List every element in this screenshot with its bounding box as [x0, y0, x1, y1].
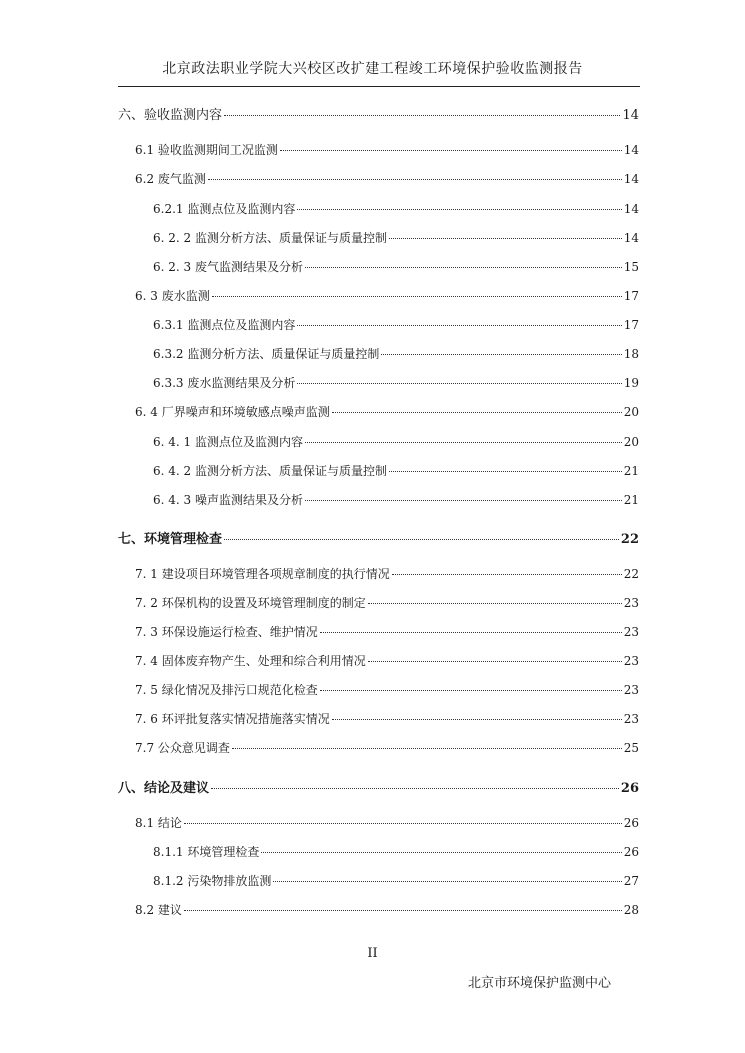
- toc-entry-page: 22: [623, 567, 639, 581]
- dot-leader: [280, 150, 622, 151]
- toc-entry-page: 23: [623, 625, 639, 639]
- toc-entry-6-4[interactable]: [135, 403, 639, 420]
- toc-entry-label: 6.3.1 监测点位及监测内容: [153, 318, 296, 332]
- dot-leader: [305, 500, 622, 501]
- dot-leader: [211, 788, 619, 789]
- toc-entry-8-1[interactable]: [135, 814, 639, 831]
- toc-entry-label: 6.2 废气监测: [135, 172, 206, 186]
- toc-entry-page: 26: [623, 816, 639, 830]
- toc-entry-label: 7.7 公众意见调查: [135, 741, 230, 755]
- toc-entry-page: 26: [623, 845, 639, 859]
- toc-entry-8-2[interactable]: [135, 901, 639, 918]
- dot-leader: [212, 296, 622, 297]
- toc-entry-page: 19: [623, 376, 639, 390]
- toc-entry-page: 21: [623, 464, 639, 478]
- toc-entry-page: 22: [620, 532, 639, 547]
- toc-entry-7-4[interactable]: [135, 652, 639, 669]
- toc-entry-chapter-7[interactable]: [118, 528, 639, 547]
- toc-entry-label: 七、环境管理检查: [118, 532, 223, 547]
- dot-leader: [224, 539, 619, 540]
- dot-leader: [389, 471, 622, 472]
- toc-entry-page: 14: [623, 202, 639, 216]
- toc-entry-label: 7. 2 环保机构的设置及环境管理制度的制定: [135, 596, 366, 610]
- toc-entry-label: 6. 4. 1 监测点位及监测内容: [153, 435, 303, 449]
- toc-entry-6-2-3[interactable]: [153, 258, 639, 275]
- toc-entry-label: 6. 4 厂界噪声和环境敏感点噪声监测: [135, 405, 330, 419]
- toc-entry-label: 7. 3 环保设施运行检查、维护情况: [135, 625, 318, 639]
- toc-entry-7-5[interactable]: [135, 681, 639, 698]
- toc-entry-7-2[interactable]: [135, 594, 639, 611]
- toc-entry-page: 23: [623, 654, 639, 668]
- toc-entry-label: 6. 4. 2 监测分析方法、质量保证与质量控制: [153, 464, 387, 478]
- dot-leader: [381, 354, 621, 355]
- toc-entry-label: 8.2 建议: [135, 903, 182, 917]
- toc-entry-label: 6.2.1 监测点位及监测内容: [153, 202, 296, 216]
- toc-entry-6-3-2[interactable]: [153, 345, 639, 362]
- toc-entry-page: 23: [623, 596, 639, 610]
- toc-entry-page: 17: [623, 289, 639, 303]
- toc-entry-label: 8.1.1 环境管理检查: [153, 845, 260, 859]
- toc-entry-6-2[interactable]: [135, 170, 639, 187]
- toc-entry-label: 6. 4. 3 噪声监测结果及分析: [153, 493, 303, 507]
- toc-entry-8-1-2[interactable]: [153, 872, 639, 889]
- dot-leader: [208, 179, 622, 180]
- toc-entry-page: 25: [623, 741, 639, 755]
- toc-entry-page: 14: [622, 108, 639, 123]
- dot-leader: [320, 690, 622, 691]
- dot-leader: [320, 632, 622, 633]
- toc-entry-label: 7. 5 绿化情况及排污口规范化检查: [135, 683, 318, 697]
- toc-entry-label: 6. 2. 2 监测分析方法、质量保证与质量控制: [153, 231, 387, 245]
- toc-entry-label: 8.1.2 污染物排放监测: [153, 874, 272, 888]
- toc-entry-7-7[interactable]: [135, 739, 639, 756]
- toc-entry-label: 6. 3 废水监测: [135, 289, 210, 303]
- toc-entry-6-2-2[interactable]: [153, 229, 639, 246]
- dot-leader: [305, 267, 622, 268]
- dot-leader: [297, 209, 621, 210]
- dot-leader: [297, 325, 621, 326]
- toc-entry-label: 7. 6 环评批复落实情况措施落实情况: [135, 712, 330, 726]
- toc-entry-page: 23: [623, 712, 639, 726]
- toc-entry-page: 14: [623, 143, 639, 157]
- toc-entry-page: 18: [623, 347, 639, 361]
- dot-leader: [184, 910, 622, 911]
- toc-entry-page: 27: [623, 874, 639, 888]
- dot-leader: [297, 383, 621, 384]
- dot-leader: [389, 238, 622, 239]
- toc-entry-page: 14: [623, 172, 639, 186]
- toc-entry-label: 7. 4 固体废弃物产生、处理和综合利用情况: [135, 654, 366, 668]
- dot-leader: [273, 881, 621, 882]
- toc-entry-chapter-6[interactable]: [118, 104, 639, 123]
- toc-entry-6-1[interactable]: [135, 141, 639, 158]
- toc-entry-page: 14: [623, 231, 639, 245]
- dot-leader: [261, 852, 621, 853]
- toc-entry-8-1-1[interactable]: [153, 843, 639, 860]
- dot-leader: [332, 719, 622, 720]
- toc-entry-6-4-3[interactable]: [153, 491, 639, 508]
- toc-entry-page: 26: [620, 781, 639, 796]
- toc-entry-label: 六、验收监测内容: [118, 108, 223, 123]
- header-divider: [118, 86, 640, 87]
- toc-entry-6-4-2[interactable]: [153, 462, 639, 479]
- toc-entry-label: 6.1 验收监测期间工况监测: [135, 143, 278, 157]
- page-header-title: 北京政法职业学院大兴校区改扩建工程竣工环境保护验收监测报告: [162, 61, 583, 77]
- toc-entry-page: 23: [623, 683, 639, 697]
- toc-entry-6-3-3[interactable]: [153, 374, 639, 391]
- toc-entry-chapter-8[interactable]: [118, 777, 639, 796]
- toc-entry-7-1[interactable]: [135, 565, 639, 582]
- footer-organization: 北京市环境保护监测中心: [468, 976, 612, 991]
- dot-leader: [224, 115, 620, 116]
- toc-entry-label: 八、结论及建议: [118, 781, 210, 796]
- toc-entry-page: 15: [623, 260, 639, 274]
- dot-leader: [332, 412, 622, 413]
- toc-entry-6-3-1[interactable]: [153, 316, 639, 333]
- dot-leader: [368, 603, 622, 604]
- toc-entry-7-3[interactable]: [135, 623, 639, 640]
- toc-entry-page: 28: [623, 903, 639, 917]
- toc-entry-label: 7. 1 建设项目环境管理各项规章制度的执行情况: [135, 567, 390, 581]
- dot-leader: [184, 823, 622, 824]
- dot-leader: [305, 442, 622, 443]
- toc-entry-6-3[interactable]: [135, 287, 639, 304]
- toc-entry-page: 20: [623, 435, 639, 449]
- dot-leader: [232, 748, 622, 749]
- toc-entry-label: 6.3.3 废水监测结果及分析: [153, 376, 296, 390]
- toc-entry-label: 6.3.2 监测分析方法、质量保证与质量控制: [153, 347, 380, 361]
- toc-entry-6-2-1[interactable]: [153, 200, 639, 217]
- toc-entry-page: 21: [623, 493, 639, 507]
- dot-leader: [392, 574, 622, 575]
- toc-entry-label: 6. 2. 3 废气监测结果及分析: [153, 260, 303, 274]
- toc-entry-6-4-1[interactable]: [153, 433, 639, 450]
- toc-entry-page: 17: [623, 318, 639, 332]
- toc-entry-page: 20: [623, 405, 639, 419]
- page-number: II: [367, 946, 378, 961]
- toc-entry-7-6[interactable]: [135, 710, 639, 727]
- dot-leader: [368, 661, 622, 662]
- toc-entry-label: 8.1 结论: [135, 816, 182, 830]
